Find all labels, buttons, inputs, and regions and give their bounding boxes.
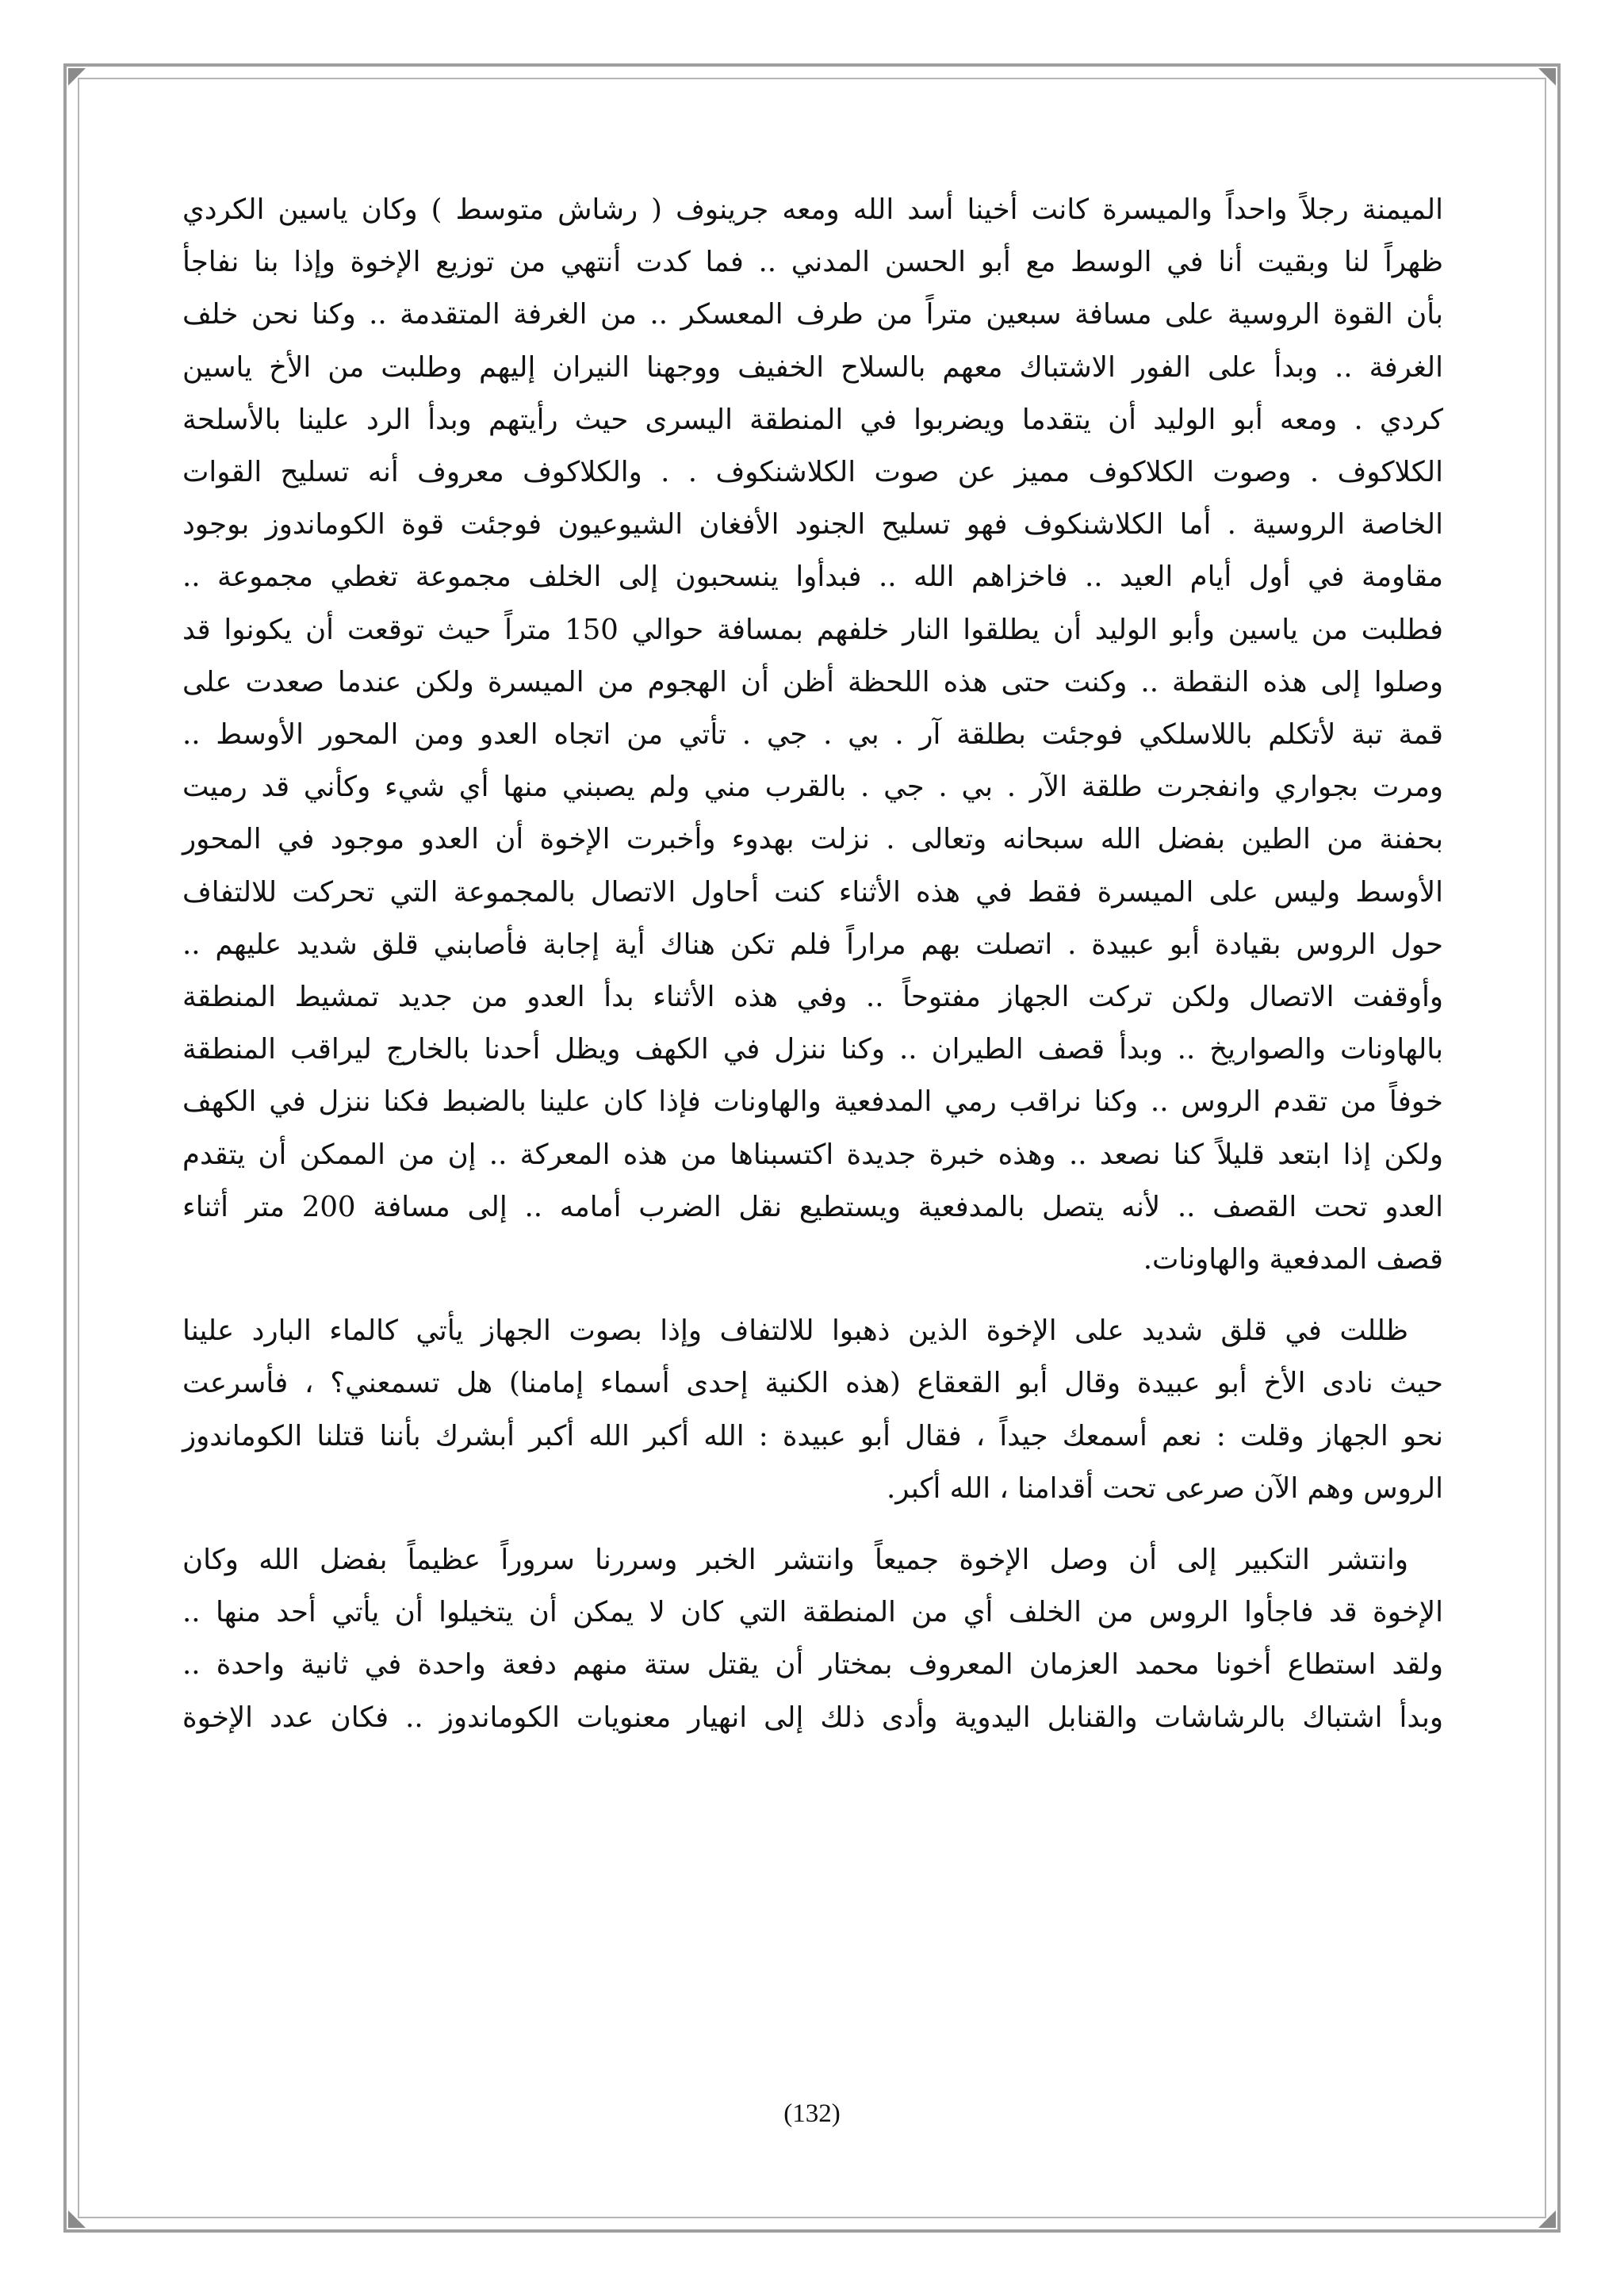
text-line: الكلاكوف . وصوت الكلاكوف مميز عن صوت الكلاشنكوف . . والكلاكوف معروف أنه تسليح القوات [182, 456, 1443, 489]
page-body-text [182, 184, 1443, 1744]
text-line: وصلوا إلى هذه النقطة .. وكنت حتى هذه اللحظة أظن أن الهجوم من الميسرة ولكن عندما صعدت على [182, 665, 1443, 698]
paragraph-gap [182, 1286, 1443, 1305]
text-line: الخاصة الروسية . أما الكلاشنكوف فهو تسليح الجنود الأفغان الشيوعيون فوجئت قوة الكوماندوز بوجود [182, 508, 1443, 541]
text-line: الغرفة .. وبدأ على الفور الاشتباك معهم بالسلاح الخفيف ووجهنا النيران إليهم وطلبت من الأخ ياسين [182, 350, 1443, 384]
text-line: بأن القوة الروسية على مسافة سبعين متراً من طرف المعسكر .. من الغرفة المتقدمة .. وكنا نحن خلف [182, 298, 1443, 331]
page-number: (132) [783, 2099, 841, 2128]
text-line: الميمنة رجلاً واحداً والميسرة كانت أخينا أسد الله ومعه جرينوف ( رشاش متوسط ) وكان ياسين الكردي [182, 193, 1443, 226]
text-line: حيث نادى الأخ أبو عبيدة وقال أبو القعقاع (هذه الكنية إحدى أسماء إمامنا) هل تسمعني؟ ، فأسرعت [182, 1367, 1443, 1400]
text-line: وبدأ اشتباك بالرشاشات والقنابل اليدوية وأدى ذلك إلى انهيار معنويات الكوماندوز .. فكان عدد الإخوة [182, 1701, 1443, 1734]
corner-ornament-bottom-left [68, 2210, 86, 2228]
text-line: ظللت في قلق شديد على الإخوة الذين ذهبوا للالتفاف وإذا بصوت الجهاز يأتي كالماء البارد علينا [182, 1314, 1408, 1348]
text-line: قصف المدفعية والهاونات. [1143, 1243, 1443, 1276]
text-line: قمة تبة لأتكلم باللاسلكي فوجئت بطلقة آر . بي . جي . تأتي من اتجاه العدو ومن المحور الأوسط .. [182, 718, 1443, 752]
corner-ornament-top-left [68, 68, 86, 86]
text-line: فطلبت من ياسين وأبو الوليد أن يطلقوا النار خلفهم بمسافة حوالي 150 متراً حيث توقعت أن يكونوا قد [182, 613, 1443, 646]
text-line: وانتشر التكبير إلى أن وصل الإخوة جميعاً وانتشر الخبر وسررنا سروراً عظيماً بفضل الله وكان [182, 1544, 1408, 1577]
text-line: كردي . ومعه أبو الوليد أن يتقدما ويضربوا في المنطقة اليسرى حيث رأيتهم وبدأ الرد علينا بالأسلحة [182, 403, 1443, 436]
corner-ornament-top-right [1538, 68, 1556, 86]
text-line: الإخوة قد فاجأوا الروس من الخلف أي من المنطقة التي كان لا يمكن أن يتخيلوا أن يأتي أحد منها .. [182, 1596, 1443, 1629]
text-line: مقاومة في أول أيام العيد .. فاخزاهم الله .. فبدأوا ينسحبون إلى الخلف مجموعة تغطي مجموعة .. [182, 561, 1443, 594]
text-line: ولقد استطاع أخونا محمد العزمان المعروف بمختار أن يقتل ستة منهم دفعة واحدة في ثانية واحدة .. [182, 1648, 1443, 1682]
text-line: العدو تحت القصف .. لأنه يتصل بالمدفعية ويستطيع نقل الضرب أمامه .. إلى مسافة 200 متر أثناء [182, 1190, 1443, 1223]
paragraph-gap [182, 1515, 1443, 1534]
corner-ornament-bottom-right [1538, 2210, 1556, 2228]
text-line: ظهراً لنا وبقيت أنا في الوسط مع أبو الحسن المدني .. فما كدت أنتهي من توزيع الإخوة وإذا بنا نفاجأ [182, 246, 1443, 279]
text-line: ومرت بجواري وانفجرت طلقة الآر . بي . جي . بالقرب مني ولم يصبني منها أي شيء وكأني قد رميت [182, 771, 1443, 804]
text-line: خوفاً من تقدم الروس .. وكنا نراقب رمي المدفعية والهاونات فإذا كان علينا بالضبط فكنا ننزل في الكهف [182, 1085, 1443, 1119]
text-line: وأوقفت الاتصال ولكن تركت الجهاز مفتوحاً .. وفي هذه الأثناء بدأ العدو من جديد تمشيط المنطقة [182, 981, 1443, 1014]
text-line: ولكن إذا ابتعد قليلاً كنا نصعد .. وهذه خبرة جديدة اكتسبناها من هذه المعركة .. إن من الممكن أن يتقدم [182, 1138, 1443, 1171]
text-line: بالهاونات والصواريخ .. وبدأ قصف الطيران .. وكنا ننزل في الكهف ويظل أحدنا بالخارج ليراقب المنطقة [182, 1033, 1443, 1066]
text-line: الروس وهم الآن صرعى تحت أقدامنا ، الله أكبر. [887, 1471, 1443, 1505]
text-line: الأوسط وليس على الميسرة فقط في هذه الأثناء كنت أحاول الاتصال بالمجموعة التي تحركت للالتفاف [182, 875, 1443, 909]
text-line: نحو الجهاز وقلت : نعم أسمعك جيداً ، فقال أبو عبيدة : الله أكبر الله أكبر أبشرك بأننا قتلنا الكوماندوز [182, 1419, 1443, 1452]
text-line: بحفنة من الطين بفضل الله سبحانه وتعالى . نزلت بهدوء وأخبرت الإخوة أن العدو موجود في المحور [182, 823, 1443, 856]
text-line: حول الروس بقيادة أبو عبيدة . اتصلت بهم مراراً فلم تكن هناك أية إجابة فأصابني قلق شديد عليهم .. [182, 928, 1443, 961]
